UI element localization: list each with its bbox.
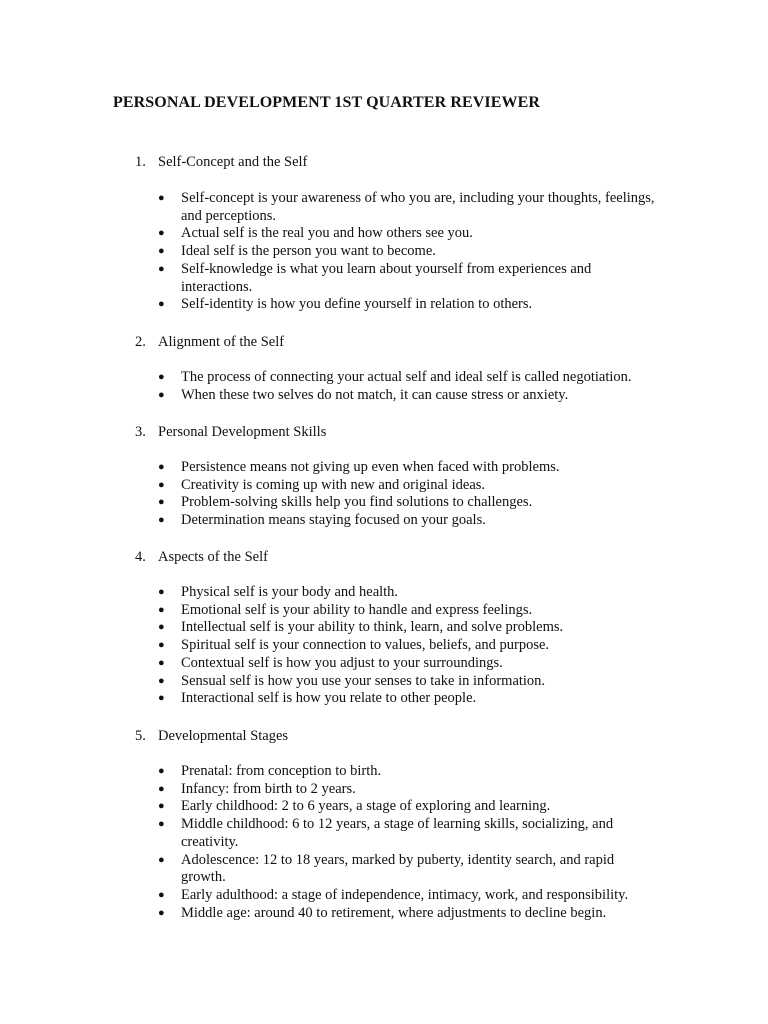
list-item-text: Adolescence: 12 to 18 years, marked by puberty, identity search, and rapid growth. — [181, 851, 615, 886]
list-item-text: The process of connecting your actual self and ideal self is called negotiation. — [181, 369, 632, 385]
list-item-text: Physical self is your body and health. — [181, 584, 399, 600]
bullet-icon: ● — [158, 227, 165, 240]
bullet-icon: ● — [158, 192, 165, 204]
list-item — [158, 369, 658, 387]
bullet-icon: ● — [158, 765, 165, 777]
list-item-text: Emotional self is your ability to handle and express feelings. — [181, 601, 533, 618]
section-heading — [135, 548, 268, 566]
list-item-text: Prenatal: from conception to birth. — [181, 763, 382, 779]
list-item-text: Spiritual self is your connection to values, beliefs, and purpose. — [181, 637, 550, 654]
list-item-text: Early childhood: 2 to 6 years, a stage of exploring and learning. — [181, 798, 551, 815]
list-item — [158, 619, 658, 637]
list-item-text: Self-identity is how you define yourself in relation to others. — [181, 296, 533, 313]
list-item-text: Infancy: from birth to 2 years. — [181, 780, 356, 797]
list-item — [158, 781, 658, 799]
list-item-text: Middle childhood: 6 to 12 years, a stage of learning skills, socializing, and creativity. — [181, 816, 614, 850]
list-item — [158, 905, 658, 923]
bullet-icon: ● — [158, 818, 165, 831]
bullet-list — [158, 369, 658, 404]
document-title: PERSONAL DEVELOPMENT 1ST QUARTER REVIEWER — [113, 94, 541, 111]
bullet-icon: ● — [158, 853, 165, 866]
list-item-text: Self-knowledge is what you learn about yourself from experiences and interactions. — [181, 260, 592, 295]
section-number: 1. — [135, 154, 146, 170]
section-heading — [135, 153, 307, 171]
list-item — [158, 459, 658, 477]
section-title: Self-Concept and the Self — [158, 154, 308, 170]
bullet-icon: ● — [158, 906, 165, 919]
list-item-text: Middle age: around 40 to retirement, where adjustments to decline begin. — [181, 904, 607, 921]
list-item — [158, 816, 658, 851]
list-item — [158, 763, 658, 781]
list-item-text: Intellectual self is your ability to think, learn, and solve problems. — [181, 619, 564, 636]
bullet-icon: ● — [158, 656, 165, 669]
bullet-icon: ● — [158, 800, 165, 813]
list-item-text: When these two selves do not match, it can cause stress or anxiety. — [181, 386, 569, 403]
list-item-text: Persistence means not giving up even when faced with problems. — [181, 459, 560, 475]
bullet-icon: ● — [158, 888, 165, 901]
bullet-icon: ● — [158, 371, 165, 383]
list-item-text: Actual self is the real you and how others see you. — [181, 225, 473, 242]
section-title: Alignment of the Self — [158, 334, 285, 350]
bullet-list — [158, 190, 658, 314]
list-item-text: Ideal self is the person you want to become. — [181, 243, 436, 260]
list-item-text: Early adulthood: a stage of independence, intimacy, work, and responsibility. — [181, 886, 629, 903]
bullet-icon: ● — [158, 782, 165, 795]
list-item-text: Sensual self is how you use your senses to take in information. — [181, 672, 546, 689]
list-item — [158, 494, 658, 512]
list-item — [158, 512, 658, 530]
section-number: 5. — [135, 728, 146, 744]
list-item-text: Interactional self is how you relate to other people. — [181, 690, 477, 707]
list-item — [158, 602, 658, 620]
bullet-icon: ● — [158, 478, 165, 491]
list-item — [158, 887, 658, 905]
list-item-text: Problem-solving skills help you find solutions to challenges. — [181, 494, 533, 511]
bullet-icon: ● — [158, 388, 165, 401]
bullet-icon: ● — [158, 603, 165, 616]
bullet-icon: ● — [158, 245, 165, 258]
section-title: Developmental Stages — [158, 728, 289, 744]
list-item — [158, 243, 658, 261]
list-item — [158, 261, 658, 296]
bullet-icon: ● — [158, 621, 165, 634]
list-item — [158, 225, 658, 243]
list-item-text: Self-concept is your awareness of who you are, including your thoughts, feelings, and perceptions. — [181, 190, 655, 224]
section-number: 4. — [135, 549, 146, 565]
section-heading — [135, 333, 284, 351]
section-number: 3. — [135, 424, 146, 440]
section-title: Aspects of the Self — [158, 549, 268, 565]
list-item — [158, 655, 658, 673]
bullet-list — [158, 584, 658, 708]
bullet-icon: ● — [158, 692, 165, 705]
list-item — [158, 690, 658, 708]
list-item — [158, 852, 658, 887]
bullet-icon: ● — [158, 586, 165, 598]
list-item-text: Creativity is coming up with new and original ideas. — [181, 476, 486, 493]
list-item — [158, 477, 658, 495]
section-title: Personal Development Skills — [158, 424, 327, 440]
bullet-icon: ● — [158, 496, 165, 509]
bullet-list — [158, 763, 658, 922]
bullet-icon: ● — [158, 262, 165, 275]
section-heading — [135, 423, 326, 441]
list-item — [158, 637, 658, 655]
list-item — [158, 190, 658, 225]
section-heading — [135, 727, 288, 745]
bullet-icon: ● — [158, 639, 165, 652]
bullet-icon: ● — [158, 674, 165, 687]
list-item-text: Determination means staying focused on your goals. — [181, 512, 486, 529]
bullet-icon: ● — [158, 514, 165, 527]
list-item — [158, 296, 658, 314]
list-item — [158, 584, 658, 602]
bullet-icon: ● — [158, 298, 165, 311]
list-item-text: Contextual self is how you adjust to your surroundings. — [181, 654, 503, 671]
bullet-icon: ● — [158, 461, 165, 473]
section-number: 2. — [135, 334, 146, 350]
list-item — [158, 387, 658, 405]
bullet-list — [158, 459, 658, 530]
list-item — [158, 798, 658, 816]
list-item — [158, 673, 658, 691]
